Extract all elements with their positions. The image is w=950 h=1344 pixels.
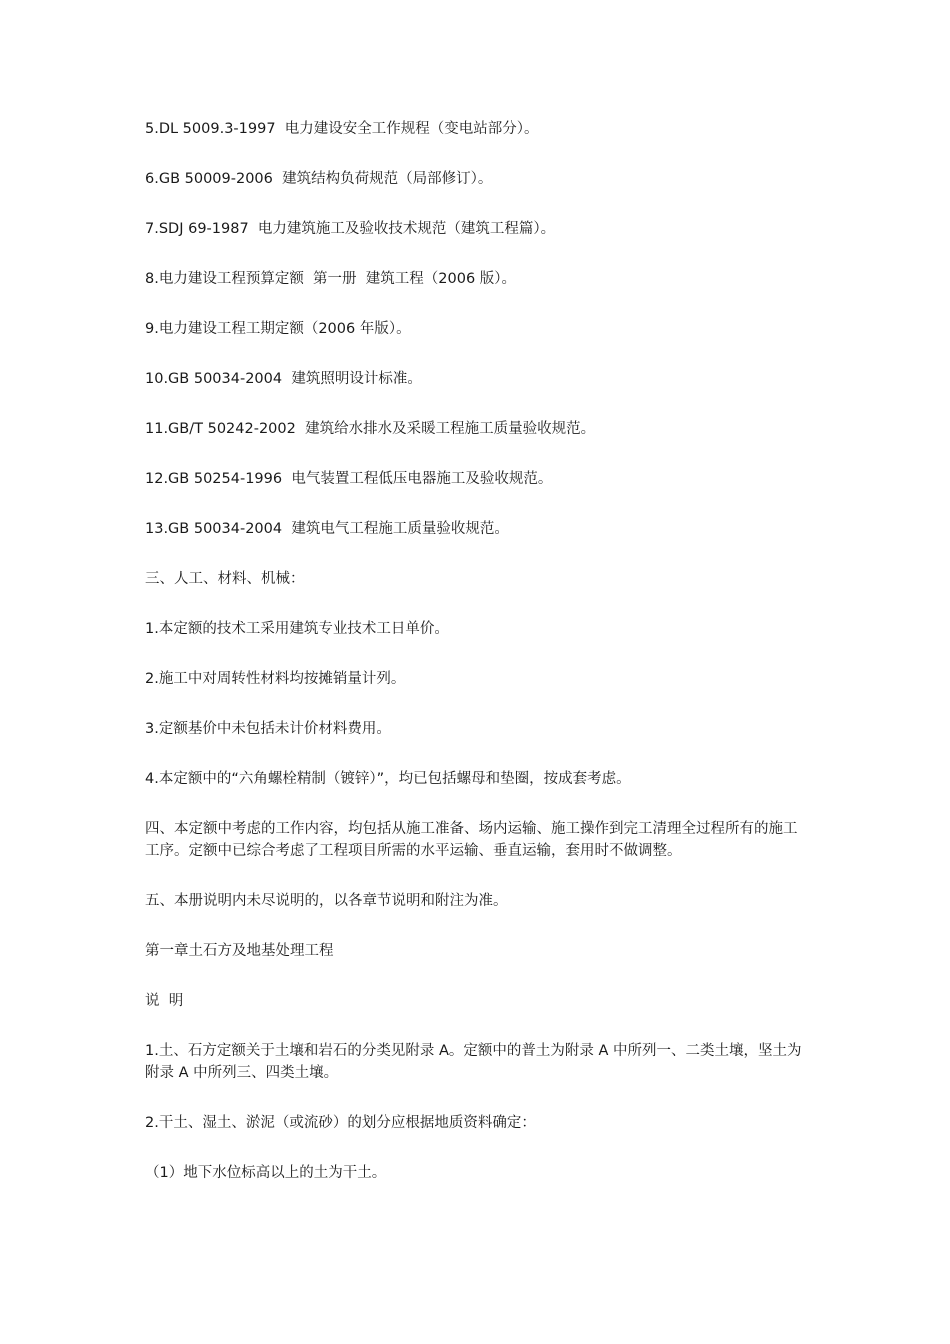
paragraph-ref-12: 12.GB 50254-1996 电气装置工程低压电器施工及验收规范。 — [145, 471, 553, 487]
paragraph-labor-1: 1.本定额的技术工采用建筑专业技术工日单价。 — [145, 621, 449, 637]
paragraph-ref-9: 9.电力建设工程工期定额（2006 年版）。 — [145, 321, 411, 337]
paragraph-labor-4: 4.本定额中的“六角螺栓精制（镀锌）”，均已包括螺母和垫圈，按成套考虑。 — [145, 771, 631, 787]
paragraph-ref-7: 7.SDJ 69-1987 电力建筑施工及验收技术规范（建筑工程篇）。 — [145, 221, 556, 237]
paragraph-soil-1: 1.土、石方定额关于土壤和岩石的分类见附录 A。定额中的普土为附录 A 中所列一、二类土壤，坚土为附录 A 中所列三、四类土壤。 — [145, 1043, 802, 1081]
explanation-heading: 说 明 — [145, 993, 184, 1009]
paragraph-ref-11: 11.GB/T 50242-2002 建筑给水排水及采暖工程施工质量验收规范。 — [145, 421, 596, 437]
paragraph-ref-10: 10.GB 50034-2004 建筑照明设计标准。 — [145, 371, 422, 387]
paragraph-ref-6: 6.GB 50009-2006 建筑结构负荷规范（局部修订）。 — [145, 171, 493, 187]
paragraph-labor-3: 3.定额基价中未包括未计价材料费用。 — [145, 721, 391, 737]
section-heading-labor-materials: 三、人工、材料、机械： — [145, 571, 305, 587]
paragraph-ref-13: 13.GB 50034-2004 建筑电气工程施工质量验收规范。 — [145, 521, 509, 537]
paragraph-soil-2-1: （1）地下水位标高以上的土为干土。 — [145, 1165, 387, 1181]
chapter-title: 第一章土石方及地基处理工程 — [145, 943, 334, 959]
section-work-content: 四、本定额中考虑的工作内容，均包括从施工准备、场内运输、施工操作到完工清理全过程所有的施工工序。定额中已综合考虑了工程项目所需的水平运输、垂直运输，套用时不做调整。 — [145, 821, 798, 859]
document-body — [145, 118, 810, 1212]
paragraph-ref-8: 8.电力建设工程预算定额 第一册 建筑工程（2006 版）。 — [145, 271, 517, 287]
paragraph-ref-5: 5.DL 5009.3-1997 电力建设安全工作规程（变电站部分）。 — [145, 121, 539, 137]
paragraph-soil-2: 2.干土、湿土、淤泥（或流砂）的划分应根据地质资料确定： — [145, 1115, 536, 1131]
section-supplementary-note: 五、本册说明内未尽说明的，以各章节说明和附注为准。 — [145, 893, 508, 909]
paragraph-labor-2: 2.施工中对周转性材料均按摊销量计列。 — [145, 671, 406, 687]
